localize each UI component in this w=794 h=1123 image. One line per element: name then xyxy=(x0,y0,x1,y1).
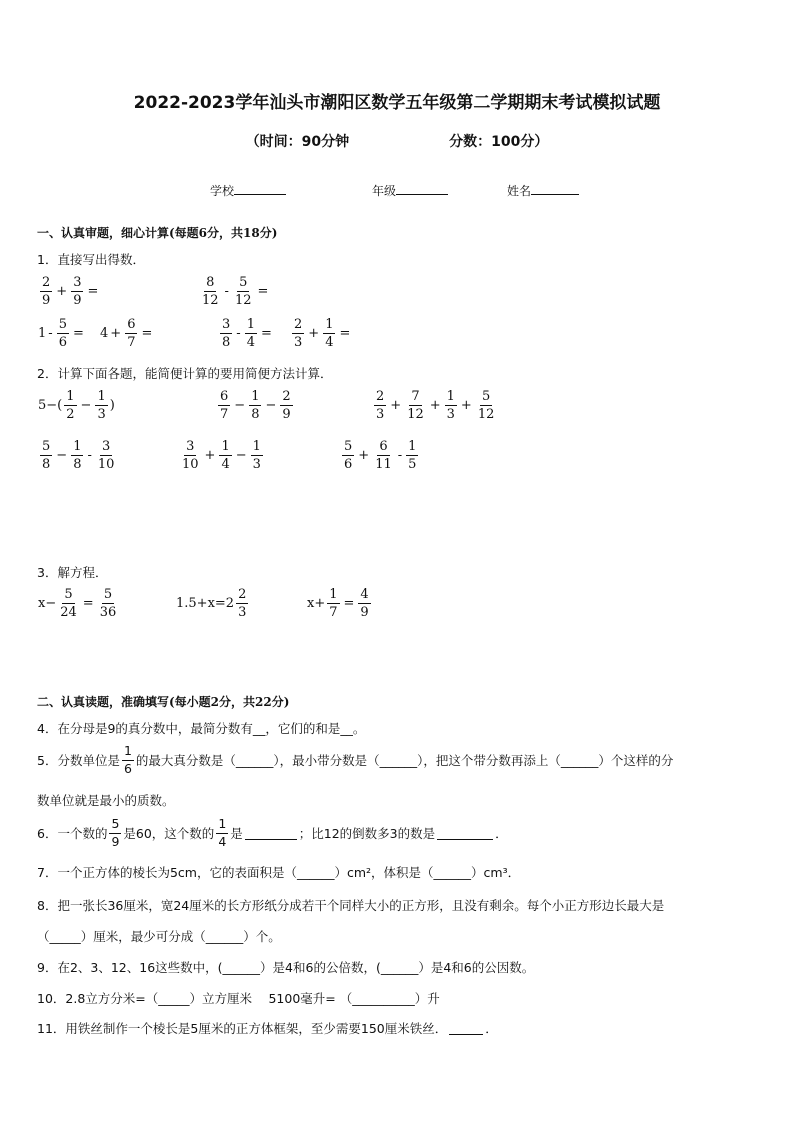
fraction: $\frac{5}{12}$ xyxy=(234,275,252,308)
answer-blank[interactable] xyxy=(449,1021,483,1035)
fraction: $\frac{1}{3}$ xyxy=(252,439,261,472)
question-2: 2．计算下面各题，能简便计算的要用简便方法计算． xyxy=(37,366,333,381)
q2-expr-5: $\frac{3}{10}$ + $\frac{1}{4}$ − $\frac{1}{3}$ xyxy=(182,439,261,472)
fraction: $\frac{5}{6}$ xyxy=(344,439,353,472)
fraction: $\frac{1}{4}$ xyxy=(221,439,230,472)
fraction: $\frac{1}{2}$ xyxy=(66,389,75,422)
question-8: 8．把一张长36厘米，宽24厘米的长方形纸分成若干个同样大小的正方形，且没有剩余。每个小正方形边长最大是 xyxy=(37,898,665,913)
grade-field[interactable] xyxy=(372,182,448,199)
fraction: $\frac{6}{7}$ xyxy=(127,317,136,350)
q1-expr-6: $\frac{2}{3}$ + $\frac{1}{4}$ = xyxy=(294,317,351,350)
fraction: $\frac{1}{3}$ xyxy=(97,389,106,422)
page-title: 2022-2023学年汕头市潮阳区数学五年级第二学期期末考试模拟试题 xyxy=(133,93,661,113)
fraction: $\frac{5}{6}$ xyxy=(58,317,67,350)
fraction: $\frac{4}{9}$ xyxy=(360,587,369,620)
fraction: $\frac{5}{24}$ xyxy=(60,587,77,620)
fraction: $\frac{2}{3}$ xyxy=(294,317,303,350)
fraction: $\frac{5}{9}$ xyxy=(111,816,120,849)
school-field[interactable] xyxy=(210,182,286,199)
q2-expr-4: $\frac{5}{8}$ − $\frac{1}{8}$ - $\frac{3}{10}$ xyxy=(42,439,115,472)
school-blank[interactable] xyxy=(234,182,286,195)
name-field[interactable] xyxy=(507,182,579,199)
fraction: $\frac{1}{5}$ xyxy=(408,439,417,472)
question-5: 5．分数单位是 $\frac{1}{6}$ 的最大真分数是（______），最小带分数是（______），把这个带分数再添上（______）个这样的分 xyxy=(37,743,674,776)
school-label: 学校 xyxy=(210,184,235,198)
fraction: $\frac{1}{6}$ xyxy=(123,743,132,776)
question-5-cont: 数单位就是最小的质数。 xyxy=(37,793,175,808)
grade-blank[interactable] xyxy=(396,182,448,195)
name-label: 姓名 xyxy=(507,184,532,198)
exam-meta xyxy=(0,131,794,151)
question-10: 10．2.8立方分米=（_____）立方厘米 5100毫升= （__________）升 xyxy=(37,991,440,1006)
fraction: $\frac{1}{3}$ xyxy=(446,389,455,422)
exam-time: （时间：90分钟 xyxy=(245,134,350,150)
fraction: $\frac{3}{8}$ xyxy=(222,317,231,350)
question-6: 6．一个数的 $\frac{5}{9}$ 是60，这个数的 $\frac{1}{4}$ 是 ；比12的倒数多3的数是 ． xyxy=(37,816,508,849)
answer-blank[interactable] xyxy=(245,826,297,840)
fraction: $\frac{2}{9}$ xyxy=(42,275,51,308)
fraction: $\frac{1}{4}$ xyxy=(246,317,255,350)
fraction: $\frac{2}{9}$ xyxy=(282,389,291,422)
exam-score: 分数：100分） xyxy=(449,134,549,150)
section1-heading: 一、认真审题，细心计算(每题6分，共18分) xyxy=(37,226,278,240)
q3-eq-1: x− $\frac{5}{24}$ = $\frac{5}{36}$ xyxy=(38,587,117,620)
q1-expr-5: $\frac{3}{8}$ - $\frac{1}{4}$ = xyxy=(222,317,272,350)
fraction: $\frac{2}{3}$ xyxy=(238,587,247,620)
question-1: 1．直接写出得数． xyxy=(37,252,145,267)
q2-expr-1: 5−( $\frac{1}{2}$ − $\frac{1}{3}$ ) xyxy=(38,389,115,422)
q2-expr-2: $\frac{6}{7}$ − $\frac{1}{8}$ − $\frac{2}{9}$ xyxy=(220,389,291,422)
fraction: $\frac{3}{10}$ xyxy=(182,439,199,472)
fraction: $\frac{1}{4}$ xyxy=(218,816,227,849)
fraction: $\frac{5}{36}$ xyxy=(99,587,117,620)
q3-eq-3: x+ $\frac{1}{7}$ = $\frac{4}{9}$ xyxy=(307,587,369,620)
question-3: 3．解方程． xyxy=(37,565,108,580)
q1-expr-4: 4 + $\frac{6}{7}$ = xyxy=(100,317,153,350)
fraction: $\frac{1}{4}$ xyxy=(325,317,334,350)
q2-expr-3: $\frac{2}{3}$ + $\frac{7}{12}$ + $\frac{1}{3}$ + $\frac{5}{12}$ xyxy=(376,389,495,422)
fraction: $\frac{8}{12}$ xyxy=(202,275,219,308)
fraction: $\frac{1}{8}$ xyxy=(251,389,260,422)
fraction: $\frac{3}{10}$ xyxy=(97,439,115,472)
fraction: $\frac{6}{7}$ xyxy=(220,389,229,422)
question-9: 9．在2、3、12、16这些数中，(______）是4和6的公倍数，(______）是4和6的公因数。 xyxy=(37,960,535,975)
q1-expr-2: $\frac{8}{12}$ - $\frac{5}{12}$ = xyxy=(202,275,269,308)
question-11: 11．用铁丝制作一个棱长是5厘米的正方体框架，至少需要150厘米铁丝． ． xyxy=(37,1021,498,1036)
q2-expr-6: $\frac{5}{6}$ + $\frac{6}{11}$ - $\frac{1}{5}$ xyxy=(344,439,417,472)
fraction: $\frac{2}{3}$ xyxy=(376,389,385,422)
question-4: 4．在分母是9的真分数中，最简分数有__，它们的和是__。 xyxy=(37,721,366,736)
question-8-cont: （_____）厘米，最少可分成（______）个。 xyxy=(37,929,281,944)
q1-expr-1: $\frac{2}{9}$ + $\frac{3}{9}$ = xyxy=(42,275,99,308)
grade-label: 年级 xyxy=(372,184,397,198)
fraction: $\frac{5}{8}$ xyxy=(42,439,51,472)
question-7: 7．一个正方体的棱长为5cm，它的表面积是（______）cm²，体积是（______）cm³． xyxy=(37,865,521,880)
name-blank[interactable] xyxy=(531,182,579,195)
fraction: $\frac{3}{9}$ xyxy=(73,275,82,308)
fraction: $\frac{1}{8}$ xyxy=(73,439,82,472)
fraction: $\frac{1}{7}$ xyxy=(329,587,338,620)
fraction: $\frac{5}{12}$ xyxy=(477,389,495,422)
answer-blank[interactable] xyxy=(437,826,493,840)
fraction: $\frac{7}{12}$ xyxy=(407,389,424,422)
fraction: $\frac{6}{11}$ xyxy=(375,439,392,472)
q1-expr-3: 1 - $\frac{5}{6}$ = xyxy=(38,317,84,350)
q3-eq-2: 1.5+x=2 $\frac{2}{3}$ xyxy=(176,587,247,620)
section2-heading: 二、认真读题，准确填写(每小题2分，共22分) xyxy=(37,695,290,709)
